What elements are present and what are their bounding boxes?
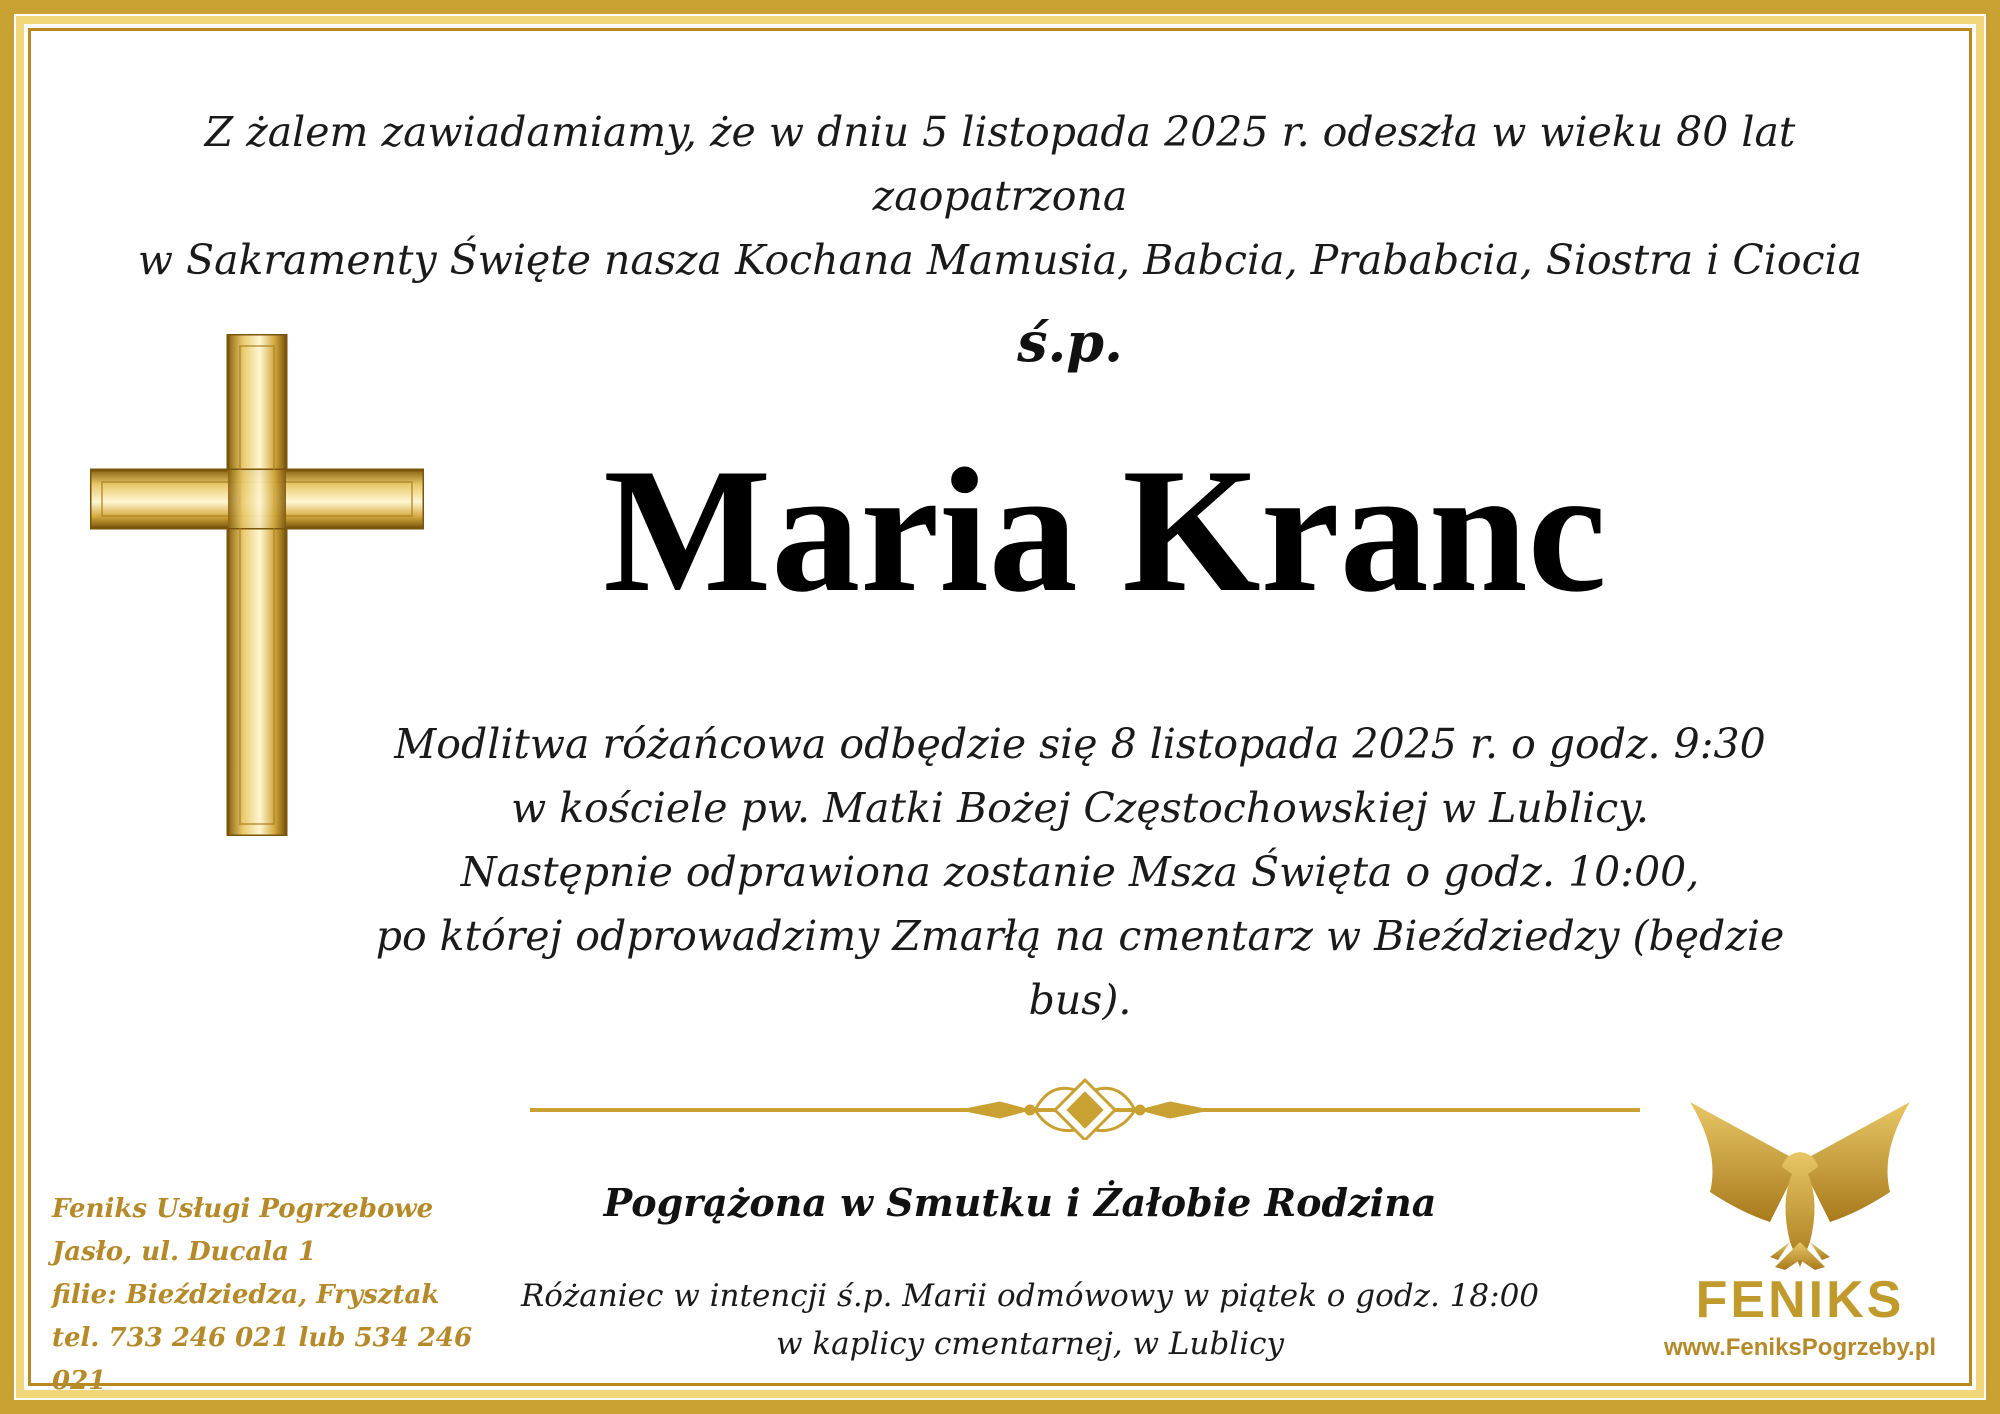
ceremony-line-3: Następnie odprawiona zostanie Msza Święta o godz. 10:00, xyxy=(460,848,1700,896)
company-name: Feniks Usługi Pogrzebowe xyxy=(52,1194,434,1224)
ornament-divider xyxy=(530,1060,1640,1140)
company-info xyxy=(52,1188,532,1403)
ceremony-line-4: po której odprowadzimy Zmarłą na cmentarz w Bieździedzy (będzie bus). xyxy=(375,912,1785,1024)
intro-line-2: w Sakramenty Święte nasza Kochana Mamusia, Babcia, Prababcia, Siostra i Ciocia xyxy=(137,236,1863,284)
intro-line-1: Z żalem zawiadamiamy, że w dniu 5 listopada 2025 r. odeszła w wieku 80 lat zaopatrzona xyxy=(204,108,1796,220)
rosary-text xyxy=(460,1272,1600,1368)
ceremony-text xyxy=(360,712,1800,1032)
company-phone: tel. 733 246 021 lub 534 246 021 xyxy=(52,1323,473,1396)
company-branches: filie: Bieździedza, Frysztak xyxy=(52,1280,440,1310)
logo-wordmark: FENIKS xyxy=(1695,1271,1905,1329)
rosary-line-1: Różaniec w intencji ś.p. Marii odmówowy w piątek o godz. 18:00 xyxy=(520,1278,1540,1314)
ceremony-line-1: Modlitwa różańcowa odbędzie się 8 listopada 2025 r. o godz. 9:30 xyxy=(394,720,1766,768)
family-signature: Pogrążona w Smutku i Żałobie Rodzina xyxy=(603,1180,1437,1225)
company-address: Jasło, ul. Ducala 1 xyxy=(52,1237,317,1267)
intro-text xyxy=(80,100,1920,292)
ceremony-line-2: w kościele pw. Matki Bożej Częstochowskiej w Lublicy. xyxy=(511,784,1649,832)
rosary-line-2: w kaplicy cmentarnej, w Lublicy xyxy=(775,1326,1284,1362)
website-link[interactable]: www.FeniksPogrzeby.pl xyxy=(1663,1334,1937,1361)
deceased-name: Maria Kranc xyxy=(603,431,1607,629)
prefix-sp: ś.p. xyxy=(1017,310,1123,374)
